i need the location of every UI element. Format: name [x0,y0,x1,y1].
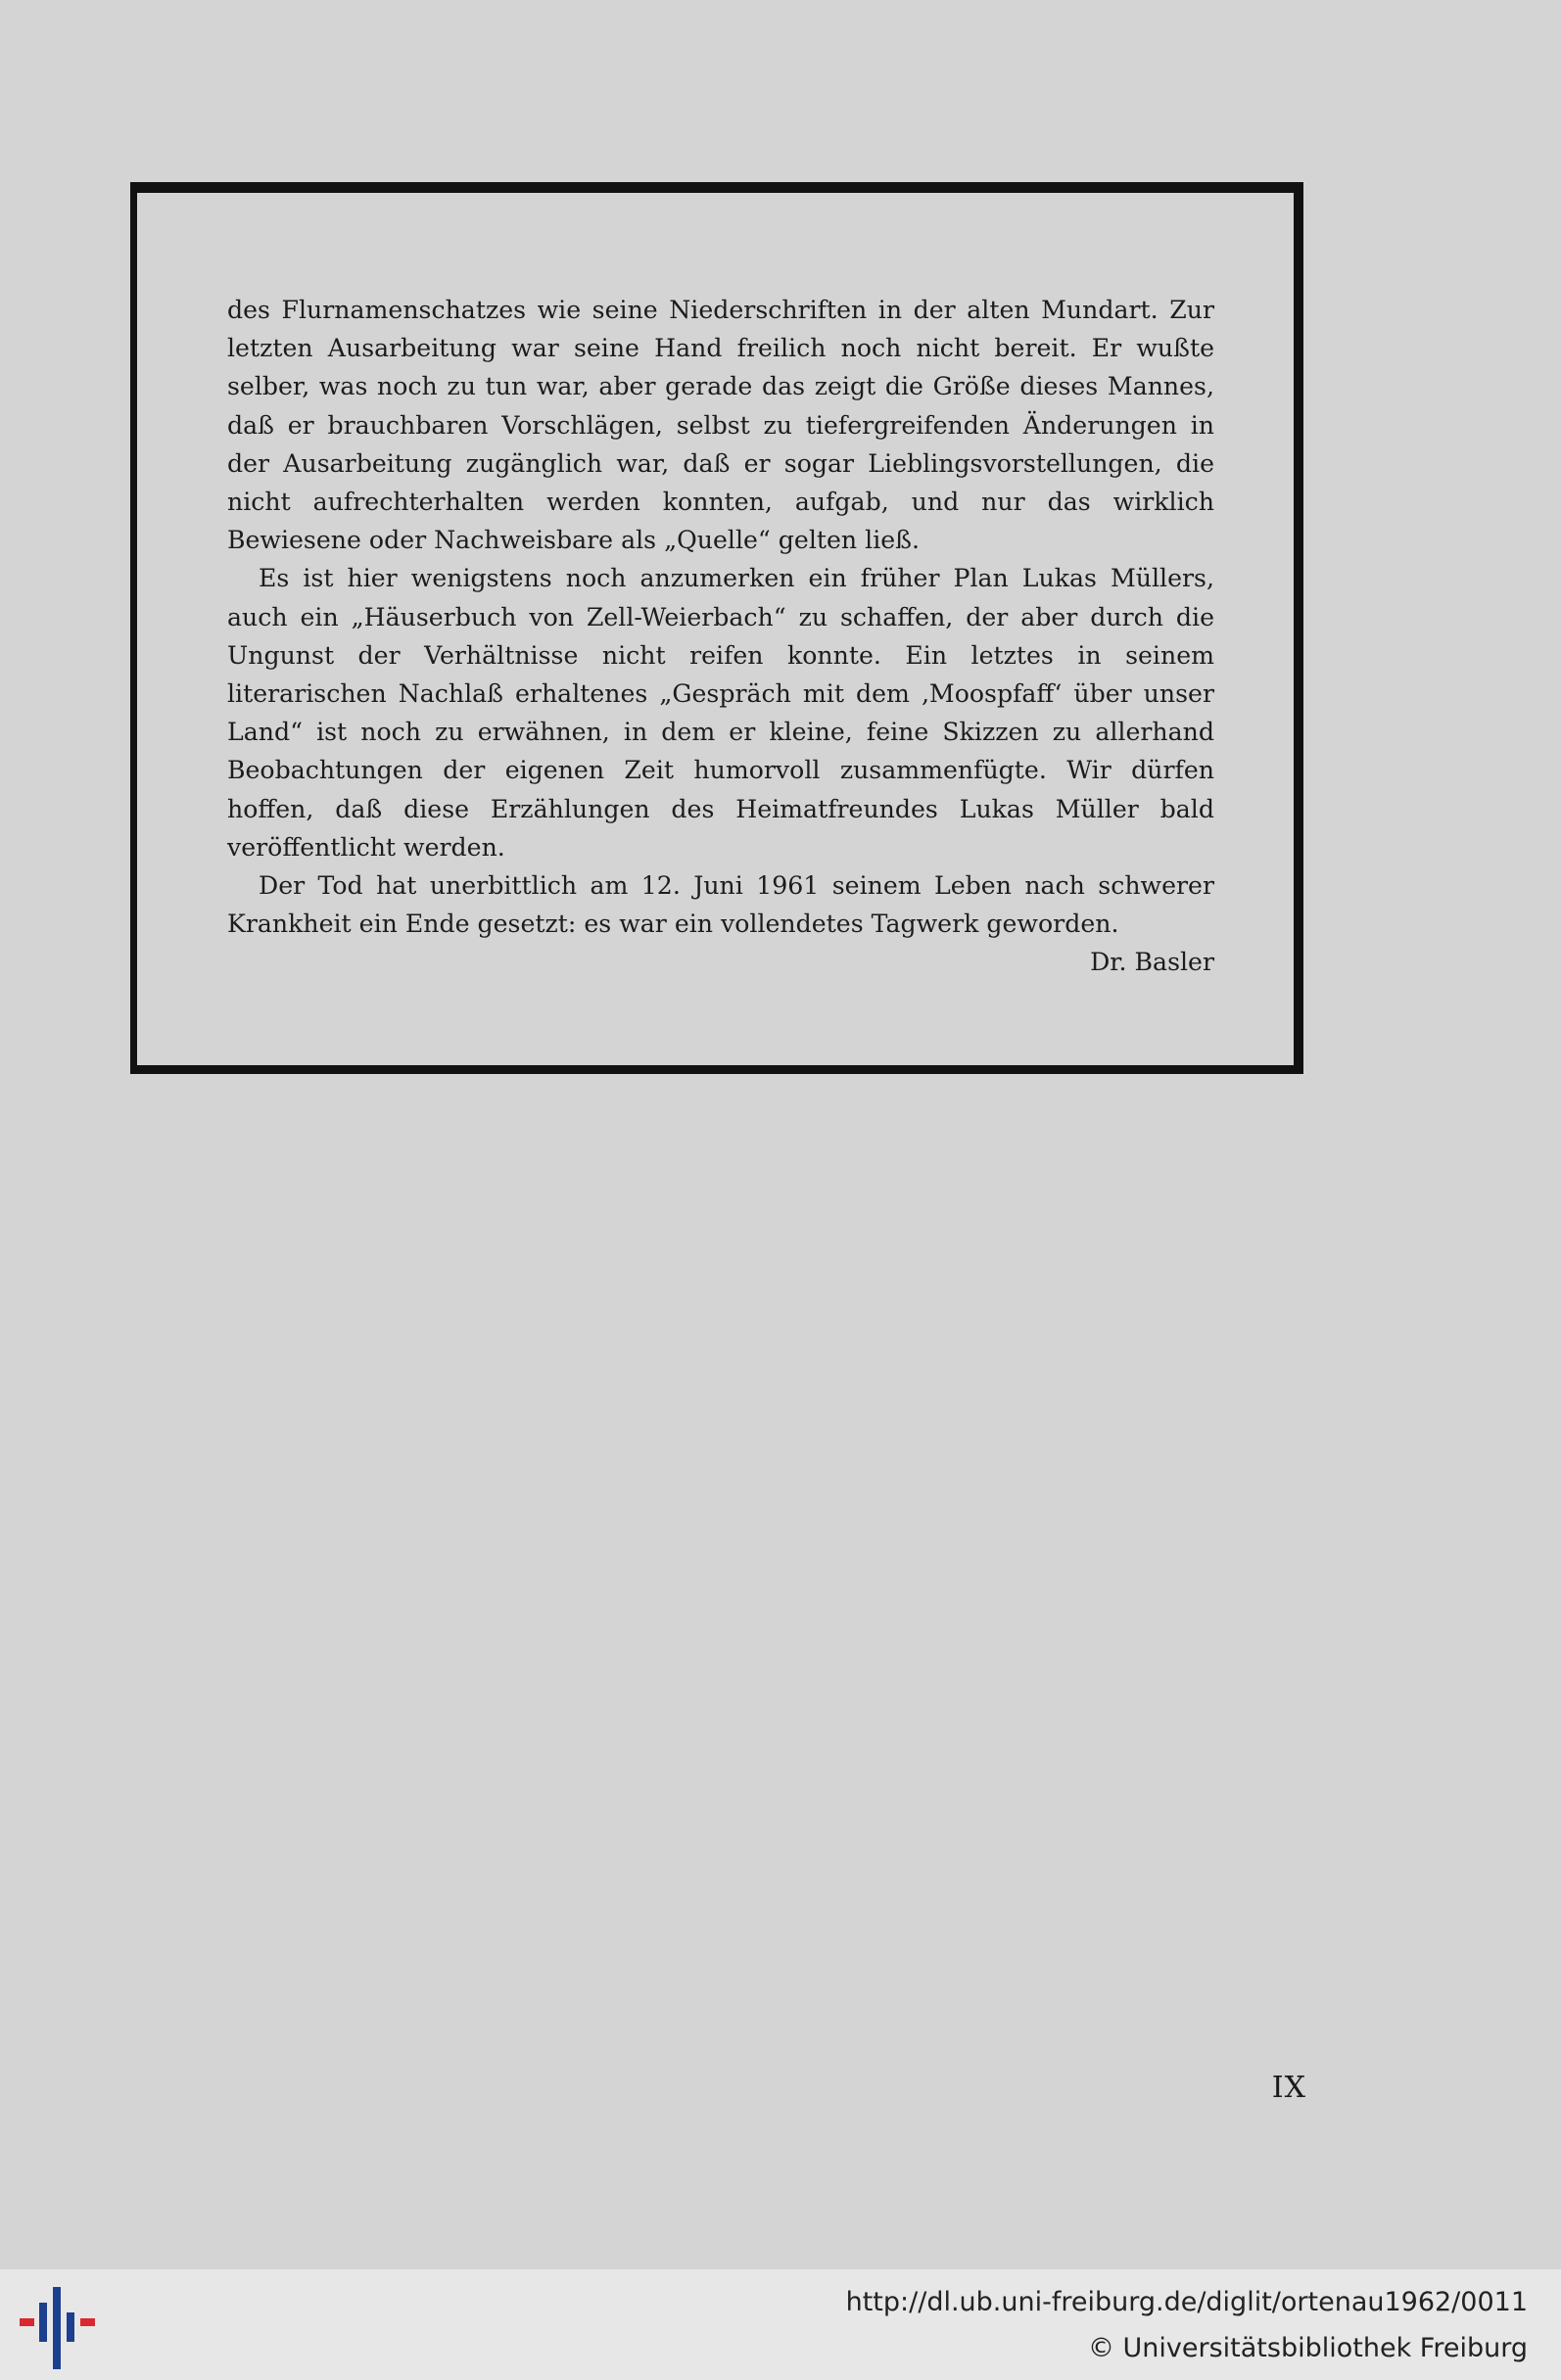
paragraph-1: des Flurnamenschatzes wie seine Niederschriften in der alten Mundart. Zur letzten Ausarbeitung war seine Hand freilich noch nicht bereit. Er wußte selber, was noch zu tun war, aber gerade das zeigt die Größe dieses Mannes, daß er brauchbaren Vorschlägen, selbst zu tiefergreifenden Änderungen in der Ausarbeitung zugänglich war, daß er sogar Lieblingsvorstellungen, die nicht aufrechterhalten werden konnten, aufgab, und nur das wirklich Bewiesene oder Nachweisbare als „Quelle“ gelten ließ. [227,296,1214,555]
library-footer [0,2269,1561,2380]
source-url-link[interactable]: http://dl.ub.uni-freiburg.de/diglit/ortenau1962/0011 [845,2287,1528,2317]
signature: Dr. Basler [1090,948,1214,977]
obituary-text [227,291,1214,982]
page-number: IX [1271,2071,1306,2105]
paragraph-3: Der Tod hat unerbittlich am 12. Juni 1961 seinem Leben nach schwerer Krankheit ein Ende gesetzt: es war ein vollendetes Tagwerk geworden. [227,871,1214,939]
mourning-frame [130,182,1303,1074]
copyright-notice: © Universitätsbibliothek Freiburg [1087,2333,1528,2363]
paragraph-2: Es ist hier wenigstens noch anzumerken ein früher Plan Lukas Müllers, auch ein „Häuserbuch von Zell-Weierbach“ zu schaffen, der aber durch die Ungunst der Verhältnisse nicht reifen konnte. Ein letztes in seinem literarischen Nachlaß erhaltenes „Gespräch mit dem ‚Moospfaff‘ über unser Land“ ist noch zu erwähnen, in dem er kleine, feine Skizzen zu allerhand Beobachtungen der eigenen Zeit humorvoll zusammenfügte. Wir dürfen hoffen, daß diese Erzählungen des Heimatfreundes Lukas Müller bald veröffentlicht werden. [227,564,1214,862]
ub-freiburg-logo-icon [20,2287,98,2369]
